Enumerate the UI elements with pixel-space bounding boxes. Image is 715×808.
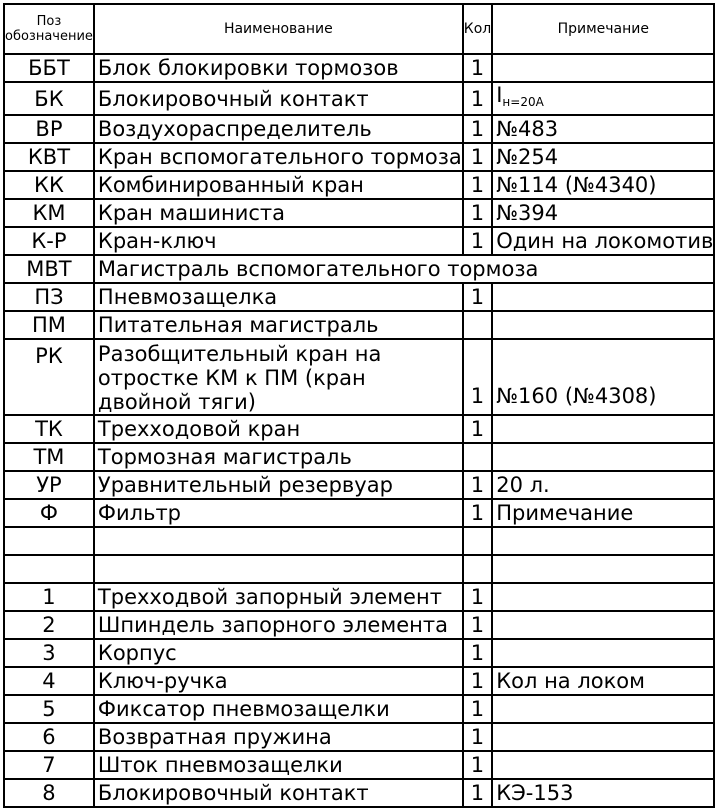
name-cell: Воздухораспределитель — [94, 115, 463, 143]
pos-cell: 3 — [4, 639, 94, 667]
header-name: Наименование — [94, 4, 463, 54]
pos-cell: КК — [4, 171, 94, 199]
name-cell — [94, 555, 463, 583]
qty-cell — [463, 311, 492, 339]
pos-cell: 2 — [4, 611, 94, 639]
table-row — [4, 611, 714, 639]
name-cell: Шпиндель запорного элемента — [94, 611, 463, 639]
pos-cell: ТМ — [4, 443, 94, 471]
qty-cell: 1 — [463, 115, 492, 143]
note-cell — [492, 527, 714, 555]
name-cell — [94, 527, 463, 555]
table-row — [4, 339, 714, 415]
note-cell — [492, 583, 714, 611]
name-cell: Шток пневмозащелки — [94, 751, 463, 779]
table-row — [4, 583, 714, 611]
table-row — [4, 527, 714, 555]
table-row — [4, 667, 714, 695]
name-cell: Фиксатор пневмозащелки — [94, 695, 463, 723]
pos-cell: КМ — [4, 199, 94, 227]
table-row — [4, 311, 714, 339]
name-cell: Кран вспомогательного тормоза — [94, 143, 463, 171]
qty-cell: 1 — [463, 667, 492, 695]
current-subscript: н=20А — [502, 95, 544, 109]
note-cell: №114 (№4340) — [492, 171, 714, 199]
note-cell — [492, 283, 714, 311]
note-cell — [492, 54, 714, 82]
note-cell — [492, 311, 714, 339]
qty-cell: 1 — [463, 583, 492, 611]
current-symbol: I — [496, 83, 503, 107]
name-cell: Корпус — [94, 639, 463, 667]
table-row — [4, 471, 714, 499]
pos-cell: 4 — [4, 667, 94, 695]
pos-cell: ПЗ — [4, 283, 94, 311]
table-row — [4, 443, 714, 471]
header-qty: Кол — [463, 4, 492, 54]
qty-cell: 1 — [463, 227, 492, 255]
table-row — [4, 255, 714, 283]
note-cell: 20 л. — [492, 471, 714, 499]
qty-cell: 1 — [463, 199, 492, 227]
name-cell: Питательная магистраль — [94, 311, 463, 339]
qty-cell: 1 — [463, 339, 492, 415]
table-row — [4, 639, 714, 667]
pos-cell: 6 — [4, 723, 94, 751]
note-cell: Один на локомотив — [492, 227, 714, 255]
qty-cell: 1 — [463, 283, 492, 311]
name-cell: Фильтр — [94, 499, 463, 527]
note-cell — [492, 695, 714, 723]
table-row — [4, 415, 714, 443]
table-row — [4, 555, 714, 583]
note-cell: Кол на локом — [492, 667, 714, 695]
pos-cell: 1 — [4, 583, 94, 611]
table-row — [4, 115, 714, 143]
note-cell: КЭ-153 — [492, 779, 714, 807]
table-row — [4, 143, 714, 171]
pos-cell: ББТ — [4, 54, 94, 82]
table-row — [4, 199, 714, 227]
pos-cell: К-Р — [4, 227, 94, 255]
pos-cell: 5 — [4, 695, 94, 723]
header-row — [4, 4, 714, 54]
note-cell: №483 — [492, 115, 714, 143]
note-cell — [492, 611, 714, 639]
qty-cell: 1 — [463, 611, 492, 639]
qty-cell: 1 — [463, 639, 492, 667]
qty-cell: 1 — [463, 82, 492, 115]
note-cell — [492, 443, 714, 471]
table-row — [4, 82, 714, 115]
pos-cell: ПМ — [4, 311, 94, 339]
table-row — [4, 171, 714, 199]
pos-cell: УР — [4, 471, 94, 499]
table-row — [4, 751, 714, 779]
note-cell: Примечание — [492, 499, 714, 527]
note-cell: №160 (№4308) — [492, 339, 714, 415]
note-cell: №254 — [492, 143, 714, 171]
name-cell: Блок блокировки тормозов — [94, 54, 463, 82]
table-row — [4, 499, 714, 527]
table-row — [4, 779, 714, 807]
name-cell: Магистраль вспомогательного тормоза — [94, 255, 714, 283]
qty-cell: 1 — [463, 499, 492, 527]
pos-cell: РК — [4, 339, 94, 415]
pos-cell: 7 — [4, 751, 94, 779]
table-row — [4, 723, 714, 751]
note-cell — [492, 723, 714, 751]
qty-cell: 1 — [463, 143, 492, 171]
qty-cell: 1 — [463, 471, 492, 499]
name-cell: Разобщительный кран на отростке КМ к ПМ (кран двойной тяги) — [94, 339, 463, 415]
table-row — [4, 54, 714, 82]
qty-cell: 1 — [463, 779, 492, 807]
note-cell — [492, 82, 714, 115]
qty-cell: 1 — [463, 751, 492, 779]
note-cell — [492, 415, 714, 443]
note-cell — [492, 555, 714, 583]
qty-cell: 1 — [463, 723, 492, 751]
qty-cell — [463, 555, 492, 583]
pos-cell: Ф — [4, 499, 94, 527]
pos-cell — [4, 527, 94, 555]
pos-cell: ВР — [4, 115, 94, 143]
specification-table — [3, 3, 715, 808]
table-row — [4, 695, 714, 723]
qty-cell: 1 — [463, 695, 492, 723]
name-cell: Ключ-ручка — [94, 667, 463, 695]
qty-cell: 1 — [463, 171, 492, 199]
pos-cell: КВТ — [4, 143, 94, 171]
name-cell: Трехходовой кран — [94, 415, 463, 443]
qty-cell: 1 — [463, 54, 492, 82]
qty-cell — [463, 527, 492, 555]
name-cell: Возвратная пружина — [94, 723, 463, 751]
header-pos: Поз обозначение — [4, 4, 94, 54]
pos-cell — [4, 555, 94, 583]
name-cell: Уравнительный резервуар — [94, 471, 463, 499]
header-note: Примечание — [492, 4, 714, 54]
name-cell: Кран-ключ — [94, 227, 463, 255]
table-row — [4, 283, 714, 311]
note-cell: №394 — [492, 199, 714, 227]
table-row — [4, 227, 714, 255]
name-cell: Трехходвой запорный элемент — [94, 583, 463, 611]
name-cell: Блокировочный контакт — [94, 779, 463, 807]
note-cell — [492, 639, 714, 667]
name-cell: Тормозная магистраль — [94, 443, 463, 471]
name-cell: Кран машиниста — [94, 199, 463, 227]
pos-cell: БК — [4, 82, 94, 115]
pos-cell: 8 — [4, 779, 94, 807]
qty-cell — [463, 443, 492, 471]
note-cell — [492, 751, 714, 779]
name-cell: Комбинированный кран — [94, 171, 463, 199]
pos-cell: ТК — [4, 415, 94, 443]
pos-cell: МВТ — [4, 255, 94, 283]
name-cell: Пневмозащелка — [94, 283, 463, 311]
name-cell: Блокировочный контакт — [94, 82, 463, 115]
qty-cell: 1 — [463, 415, 492, 443]
